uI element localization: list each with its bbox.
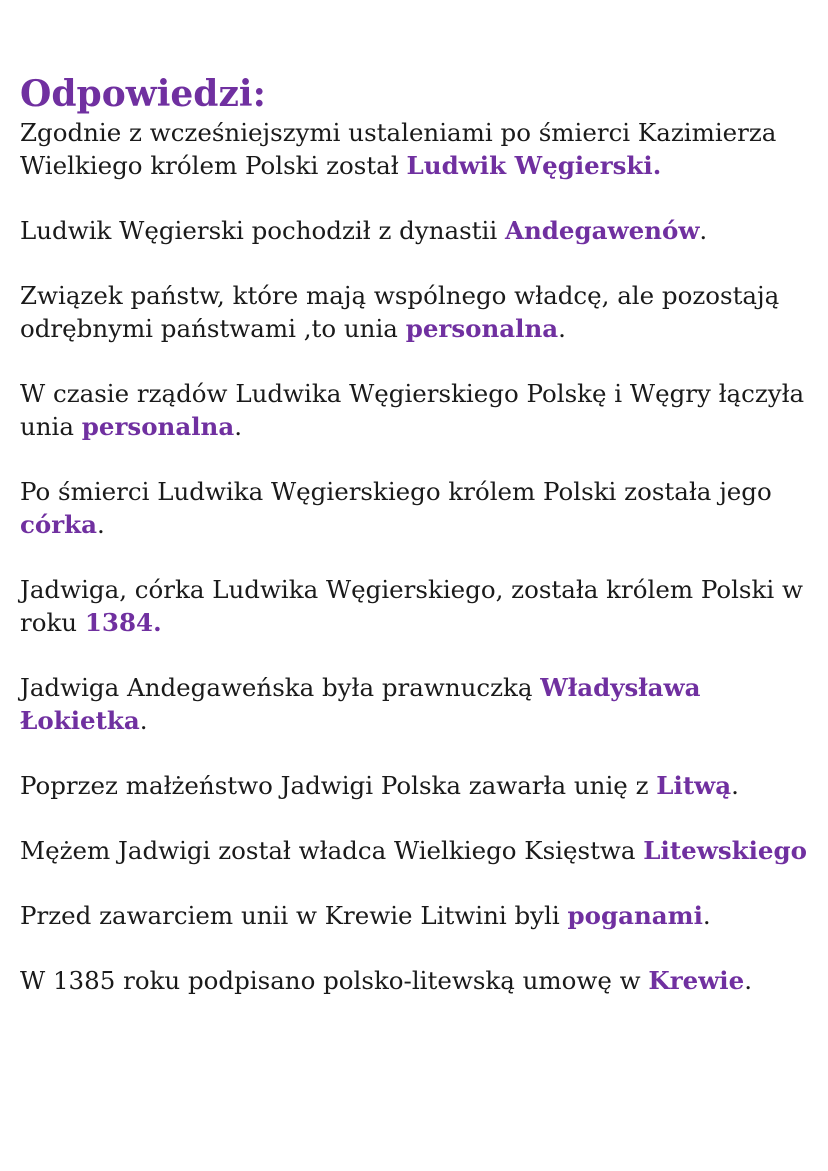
paragraph-suffix: . — [699, 216, 708, 245]
page-title: Odpowiedzi: — [20, 73, 266, 115]
paragraph-text: Mężem Jadwigi został władca Wielkiego Księstwa — [20, 836, 644, 865]
answer-paragraph-8 — [20, 769, 810, 802]
paragraph-suffix: . — [97, 510, 105, 539]
paragraph-suffix: . — [731, 771, 739, 800]
paragraph-text: Jadwiga Andegaweńska była prawnuczką — [20, 673, 541, 702]
answer-paragraph-7 — [20, 671, 810, 737]
answer-highlight: Litwą — [656, 771, 732, 800]
answer-highlight: 1384. — [84, 608, 162, 637]
paragraph-suffix: . — [558, 314, 566, 343]
answer-highlight: personalna — [81, 412, 235, 441]
answer-paragraph-5 — [20, 475, 810, 541]
paragraph-suffix: . — [139, 706, 148, 735]
paragraph-suffix: . — [744, 966, 752, 995]
answer-highlight: Krewie — [648, 966, 745, 995]
paragraph-text: Ludwik Węgierski pochodził z dynastii — [20, 216, 505, 245]
paragraph-text: W 1385 roku podpisano polsko-litewską umowę w — [20, 966, 649, 995]
paragraph-suffix: . — [234, 412, 243, 441]
paragraph-text: Poprzez małżeństwo Jadwigi Polska zawarła unię z — [20, 771, 657, 800]
answer-paragraph-9 — [20, 834, 810, 867]
answer-paragraph-1 — [20, 116, 810, 182]
answer-highlight: córka — [20, 510, 98, 539]
answer-highlight: Andegawenów — [504, 216, 700, 245]
answer-paragraph-11 — [20, 964, 810, 997]
paragraph-text: Zgodnie z wcześniejszymi ustaleniami po śmierci Kazimierza Wielkiego królem Polski został — [20, 118, 777, 180]
document-page — [20, 72, 810, 1029]
paragraph-suffix: . — [702, 901, 711, 930]
answer-paragraph-2 — [20, 214, 810, 247]
paragraph-text: Przed zawarciem unii w Krewie Litwini byli — [20, 901, 568, 930]
answer-highlight: Władysława Łokietka — [20, 673, 701, 735]
paragraph-text: Po śmierci Ludwika Węgierskiego królem Polski została jego — [20, 477, 772, 506]
paragraph-text: W czasie rządów Ludwika Węgierskiego Polskę i Węgry łączyła unia — [20, 379, 805, 441]
answer-paragraph-10 — [20, 899, 810, 932]
paragraph-text: Jadwiga, córka Ludwika Węgierskiego, została królem Polski w roku — [20, 575, 803, 637]
answer-paragraph-4 — [20, 377, 810, 443]
answer-highlight: poganami — [567, 901, 703, 930]
answer-paragraph-3 — [20, 279, 810, 345]
answer-paragraph-6 — [20, 573, 810, 639]
answer-highlight: Ludwik Węgierski. — [406, 151, 662, 180]
paragraph-text: Związek państw, które mają wspólnego władcę, ale pozostają odrębnymi państwami ,to unia — [20, 281, 780, 343]
answer-highlight: Litewskiego — [643, 836, 807, 865]
answer-highlight: personalna — [405, 314, 559, 343]
